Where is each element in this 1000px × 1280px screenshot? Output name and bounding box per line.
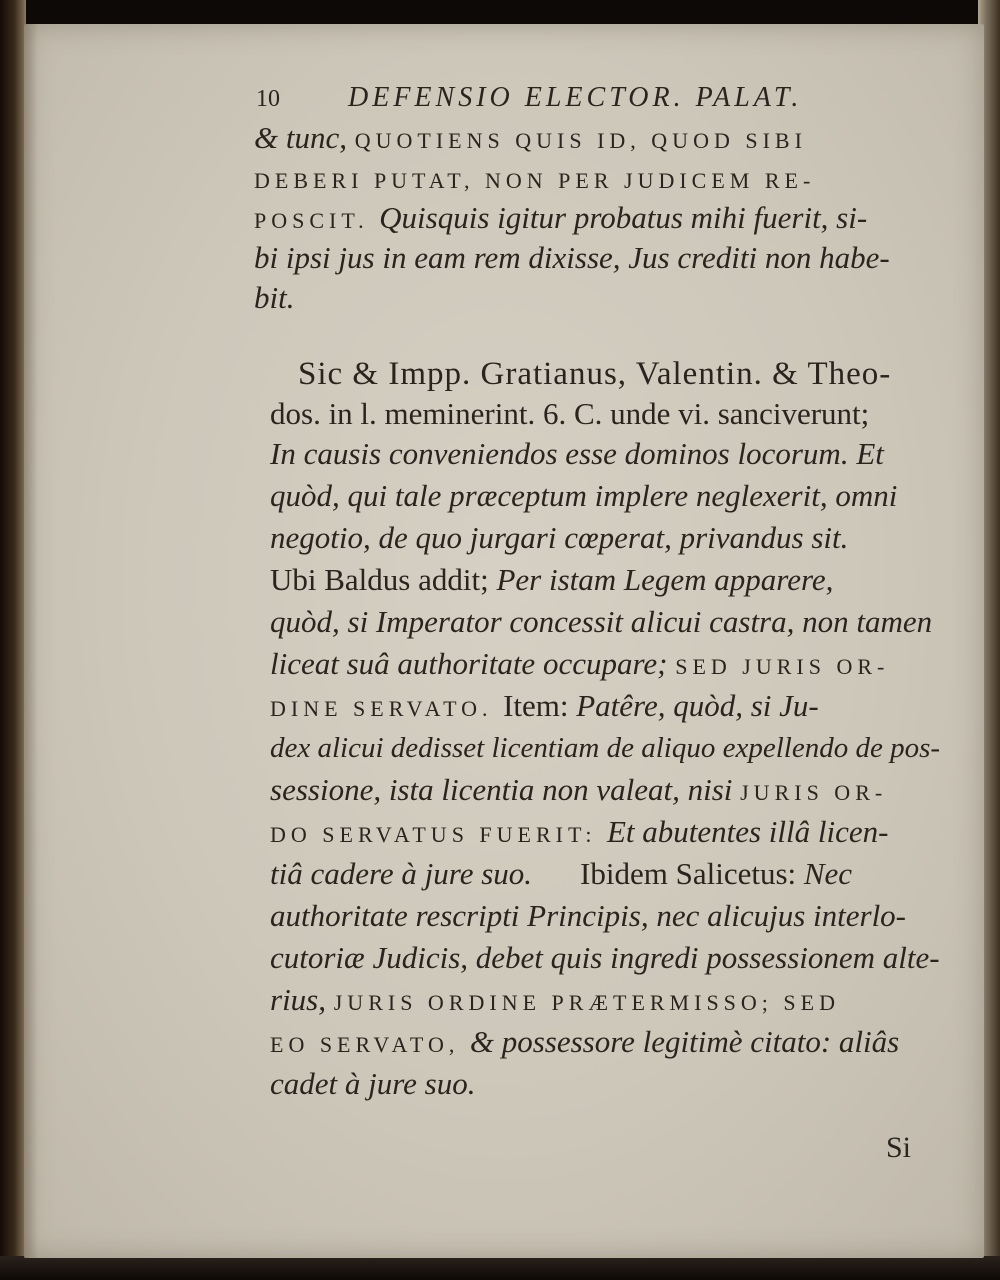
text-run: Ubi Baldus addit; <box>270 562 497 597</box>
text-line <box>254 198 867 241</box>
text-run: bi ipsi jus in eam rem dixisse, Jus crediti non habe- <box>254 240 890 275</box>
text-run-smallcaps: DEBERI PUTAT, NON PER <box>254 168 625 193</box>
book-page <box>24 24 984 1258</box>
text-run-smallcaps: DO SERVATUS FUERIT: <box>270 822 607 847</box>
running-header <box>256 78 802 119</box>
text-run-smallcaps: DINE SERVATO. <box>270 696 504 721</box>
text-run-smallcaps: QUOTIENS QUIS ID, QUOD SIBI <box>354 128 807 153</box>
text-line <box>270 728 940 768</box>
text-run: Et abutentes illâ licen- <box>606 814 889 849</box>
text-line <box>254 278 294 318</box>
text-run: Item: <box>503 688 577 723</box>
text-run-smallcaps: POSCIT. <box>254 208 380 233</box>
text-line <box>270 686 819 729</box>
text-run-smallcaps: SED JURIS OR- <box>675 654 890 679</box>
text-run: cadet à jure suo. <box>270 1066 476 1101</box>
catchword <box>886 1128 911 1168</box>
text-line <box>270 980 840 1023</box>
text-run: Sic & Impp. Gratianus, Valentin. & Theo- <box>298 356 892 392</box>
text-line <box>298 354 891 394</box>
catchword-text: Si <box>886 1131 912 1164</box>
text-line <box>270 896 906 936</box>
page-number: 10 <box>256 86 280 112</box>
text-line <box>270 1022 899 1065</box>
text-run: Ibidem Salicetus: <box>580 856 804 891</box>
text-run: quòd, qui tale præceptum implere neglexerit, omni <box>270 478 898 513</box>
book-binding-left <box>0 0 26 1280</box>
text-line <box>270 938 940 978</box>
text-line <box>270 854 852 894</box>
text-line <box>254 238 890 278</box>
text-line <box>270 394 869 434</box>
text-run: negotio, de quo jurgari cœperat, privandus sit. <box>270 520 849 555</box>
text-run: In causis conveniendos esse dominos locorum. Et <box>270 436 884 471</box>
text-line <box>270 644 889 687</box>
text-run: dos. in l. meminerint. 6. C. unde vi. sanciverunt; <box>270 396 870 431</box>
text-run: quòd, si Imperator concessit alicui castra, non tamen <box>270 604 933 639</box>
text-run: Quisquis igitur probatus mihi fuerit, si- <box>379 200 868 235</box>
text-run: tiâ cadere à jure suo. <box>270 856 533 891</box>
text-run: Per istam Legem apparere, <box>496 562 834 597</box>
text-run: cutoriæ Judicis, debet quis ingredi possessionem alte- <box>270 940 940 975</box>
running-title: DEFENSIO ELECTOR. PALAT. <box>348 82 803 113</box>
text-run: Nec <box>803 856 853 891</box>
text-run: dex alicui dedisset licentiam de aliquo expellendo de pos- <box>270 732 941 764</box>
text-run-smallcaps: JUDICEM RE- <box>624 168 816 193</box>
scan-top-edge <box>0 0 1000 26</box>
text-run: sessione, ista licentia non valeat, nisi <box>270 772 741 807</box>
text-run: Patêre, quòd, si Ju- <box>576 688 819 723</box>
text-line <box>270 602 932 642</box>
text-line <box>254 158 815 201</box>
text-line <box>254 118 807 161</box>
text-line <box>270 518 848 558</box>
text-line <box>270 476 897 516</box>
text-run-smallcaps: JURIS ORDINE PRÆTERMISSO; SED <box>333 990 840 1015</box>
text-run: authoritate rescripti Principis, nec alicujus interlo- <box>270 898 906 933</box>
text-run: & tunc, <box>254 120 355 155</box>
text-line <box>270 812 888 855</box>
text-run: & possessore legitimè citato: aliâs <box>469 1024 900 1059</box>
text-run: rius, <box>270 982 334 1017</box>
text-line <box>270 560 833 600</box>
text-line <box>270 1064 475 1104</box>
text-run: liceat suâ authoritate occupare; <box>270 646 676 681</box>
text-line <box>270 434 884 474</box>
text-run: bit. <box>254 280 295 315</box>
text-line <box>270 770 887 813</box>
scan-bottom-edge <box>0 1256 1000 1280</box>
text-run-smallcaps: JURIS OR- <box>740 780 888 805</box>
text-run-smallcaps: EO SERVATO, <box>270 1032 470 1057</box>
